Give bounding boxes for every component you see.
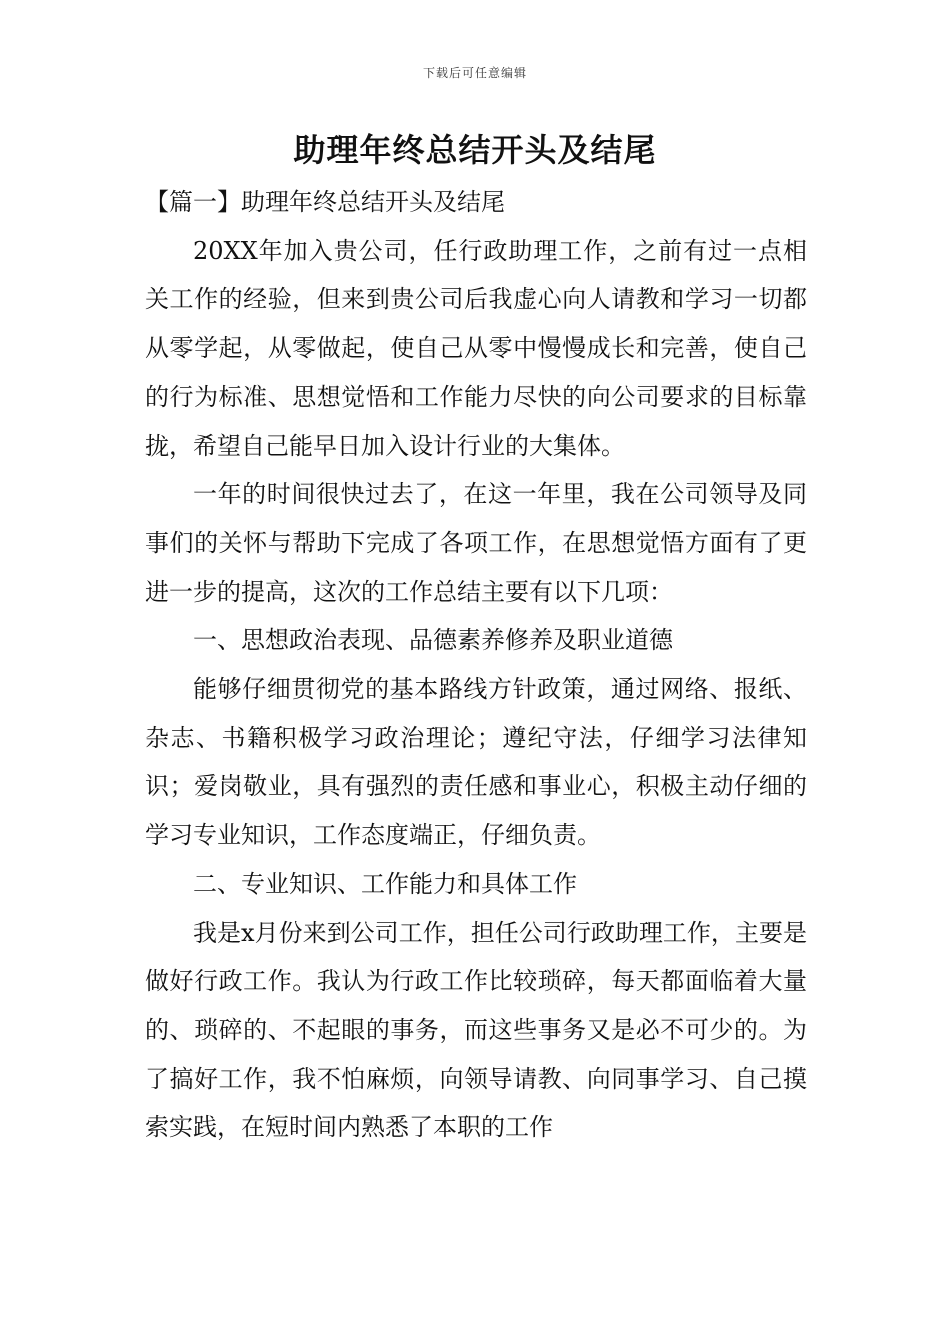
paragraph-item-two: 我是x月份来到公司工作，担任公司行政助理工作，主要是做好行政工作。我认为行政工作比较琐碎，每天都面临着大量的、琐碎的、不起眼的事务，而这些事务又是必不可少的。为了搞好工作，我不怕麻烦，向领导请教、向同事学习、自己摸索实践，在短时间内熟悉了本职的工作: [145, 918, 807, 1142]
paragraph-year-summary: 一年的时间很快过去了，在这一年里，我在公司领导及同事们的关怀与帮助下完成了各项工作，在思想觉悟方面有了更进一步的提高，这次的工作总结主要有以下几项：: [145, 480, 807, 606]
paragraph-intro: 20XX年加入贵公司，任行政助理工作，之前有过一点相关工作的经验，但来到贵公司后我虚心向人请教和学习一切都从零学起，从零做起，使自己从零中慢慢成长和完善，使自己的行为标准、思想觉悟和工作能力尽快的向公司要求的目标靠拢，希望自己能早日加入设计行业的大集体。: [145, 236, 807, 460]
section-label: 【篇一】助理年终总结开头及结尾: [145, 188, 505, 216]
header-note: 下载后可任意编辑: [422, 66, 527, 80]
document-title: 助理年终总结开头及结尾: [293, 131, 657, 169]
heading-item-one: 一、思想政治表现、品德素养修养及职业道德: [193, 626, 673, 655]
paragraph-item-one: 能够仔细贯彻党的基本路线方针政策，通过网络、报纸、杂志、书籍积极学习政治理论；遵纪守法，仔细学习法律知识；爱岗敬业，具有强烈的责任感和事业心，积极主动仔细的学习专业知识，工作态度端正，仔细负责。: [145, 675, 807, 850]
heading-item-two: 二、专业知识、工作能力和具体工作: [193, 869, 577, 898]
document-body: [145, 178, 807, 1152]
